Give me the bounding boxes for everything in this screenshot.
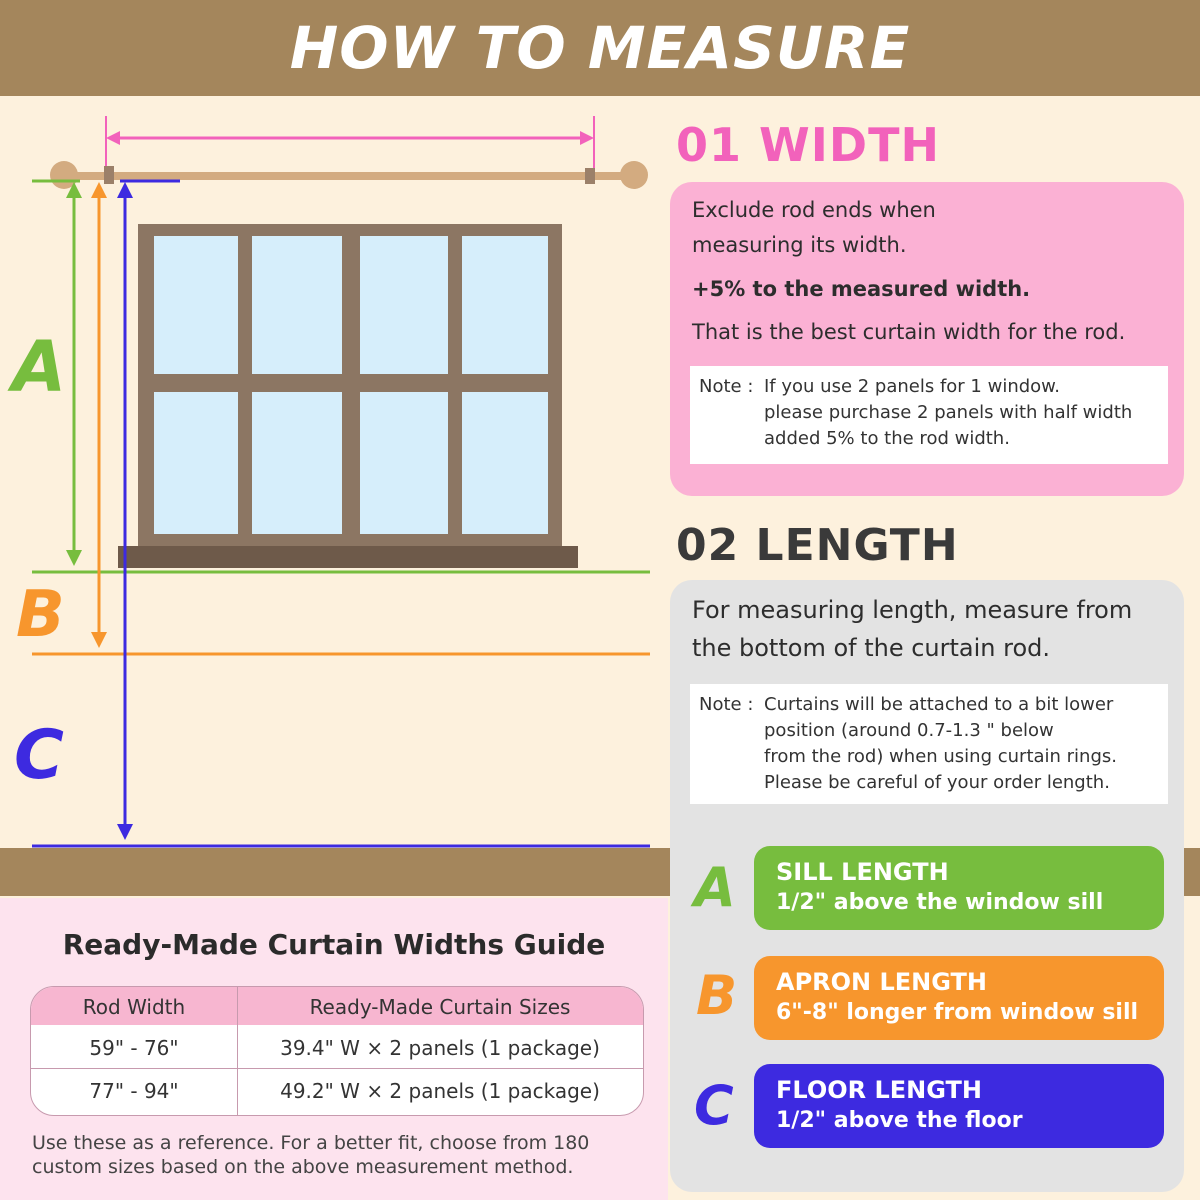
guide-footnote: Use these as a reference. For a better fit, choose from 180 — [32, 1132, 590, 1154]
option-letter-c: C — [694, 1074, 734, 1137]
width-text-line: measuring its width. — [692, 233, 907, 257]
note-line: If you use 2 panels for 1 window. — [764, 376, 1060, 397]
width-text-line: Exclude rod ends when — [692, 198, 936, 222]
note-line: please purchase 2 panels with half width — [764, 402, 1133, 423]
width-note — [690, 366, 1168, 464]
width-arrow — [106, 116, 594, 180]
page-title: HOW TO MEASURE — [289, 14, 911, 82]
label-b: B — [16, 578, 65, 652]
length-note — [690, 684, 1168, 804]
length-text-line: the bottom of the curtain rod. — [692, 634, 1051, 662]
row-divider — [31, 1068, 643, 1069]
floor-band — [0, 848, 670, 896]
guide-title: Ready-Made Curtain Widths Guide — [62, 928, 606, 961]
curtain-widths-table — [30, 986, 644, 1116]
table-cell: 39.4" W × 2 panels (1 package) — [280, 1036, 600, 1060]
note-line: added 5% to the rod width. — [764, 428, 1010, 449]
option-title: APRON LENGTH — [776, 968, 987, 996]
window — [118, 224, 578, 568]
floor-length-card — [754, 1064, 1164, 1148]
option-letter-a: A — [694, 856, 736, 919]
width-text-line: That is the best curtain width for the rod. — [692, 320, 1126, 344]
option-title: FLOOR LENGTH — [776, 1076, 982, 1104]
note-line: Curtains will be attached to a bit lower — [764, 694, 1114, 715]
label-a: A — [12, 326, 67, 408]
window-measurement-diagram — [0, 96, 670, 856]
floor-band-edge — [1182, 848, 1200, 896]
sill-length-card — [754, 846, 1164, 930]
option-subtitle: 1/2" above the window sill — [776, 890, 1104, 915]
label-c: C — [14, 716, 64, 795]
apron-length-card — [754, 956, 1164, 1040]
note-line: Please be careful of your order length. — [764, 772, 1110, 793]
width-emphasis: +5% to the measured width. — [692, 277, 1031, 301]
column-header: Rod Width — [82, 995, 186, 1019]
width-heading: 01 WIDTH — [676, 118, 940, 172]
note-label: Note : — [699, 694, 754, 715]
length-text-line: For measuring length, measure from — [692, 596, 1133, 624]
option-title: SILL LENGTH — [776, 858, 949, 886]
curtain-rod — [50, 161, 648, 189]
length-heading: 02 LENGTH — [676, 520, 959, 571]
option-letter-b: B — [696, 964, 738, 1027]
guide-footnote: custom sizes based on the above measurement method. — [32, 1156, 574, 1178]
arrow-a — [66, 182, 82, 566]
note-label: Note : — [699, 376, 754, 397]
column-header: Ready-Made Curtain Sizes — [309, 995, 571, 1019]
note-line: from the rod) when using curtain rings. — [764, 746, 1117, 767]
arrow-b — [91, 182, 107, 648]
table-cell: 77" - 94" — [89, 1079, 179, 1103]
arrow-c — [117, 182, 133, 840]
option-subtitle: 6"-8" longer from window sill — [776, 1000, 1139, 1025]
option-subtitle: 1/2" above the floor — [776, 1108, 1023, 1133]
table-cell: 59" - 76" — [89, 1036, 179, 1060]
table-cell: 49.2" W × 2 panels (1 package) — [280, 1079, 600, 1103]
note-line: position (around 0.7-1.3 " below — [764, 720, 1054, 741]
